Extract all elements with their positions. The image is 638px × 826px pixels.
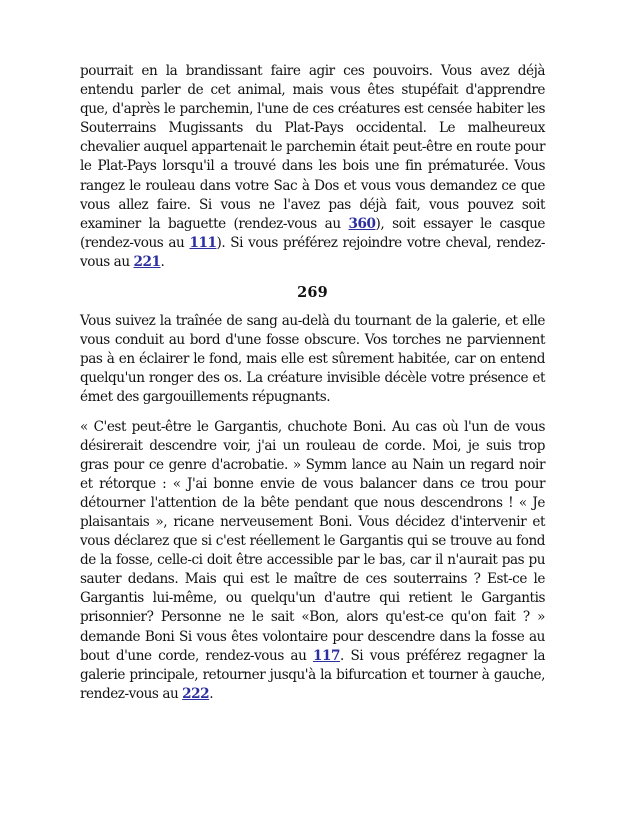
paragraph-previous-section <box>80 62 545 272</box>
section-number-heading: 269 <box>297 284 328 302</box>
paragraph-dialogue <box>80 418 545 704</box>
text-run: ). Si vous préférez rejoindre votre cheval, rendez-vous au <box>80 234 546 270</box>
text-run: « C'est peut-être le Gargantis, chuchote Boni. Au cas où l'un de vous désirerait descendre voir, j'ai un rouleau de corde. Moi, je suis trop gras pour ce genre d'acrobatie. » Symm lance au Nain un regard noir et rétorque : « J'ai bonne envie de vous balancer dans ce trou pour détourner l'attention de la bête pendant que nous descendrons ! « Je plaisantais », ricane nerveusement Boni. Vous décidez d'intervenir et vous déclarez que si c'est réellement le Gargantis qui se trouve au fond de la fosse, celle-ci doit être accessible par le bas, car il n'aurait pas pu sauter dedans. Mais qui est le maître de ces souterrains ? Est-ce le Gargantis lui-même, ou quelqu'un d'autre qui retient le Gargantis prisonnier? Personne ne le sait «Bon, alors qu'est-ce qu'on fait ? » demande Boni Si vous êtes volontaire pour descendre dans la fosse au bout d'une corde, rendez-vous au <box>80 418 545 664</box>
text-run: . <box>160 253 165 270</box>
text-run: ), soit essayer le casque (rendez-vous au <box>80 215 545 251</box>
text-run: . Si vous préférez regagner la galerie principale, retourner jusqu'à la bifurcation et tourner à gauche, rendez-vous au <box>80 647 545 702</box>
text-run: pourrait en la brandissant faire agir ces pouvoirs. Vous avez déjà entendu parler de cet animal, mais vous êtes stupéfait d'apprendre que, d'après le parchemin, l'une de ces créatures est censée habiter les Souterrains Mugissants du Plat-Pays occidental. Le malheureux chevalier auquel appartenait le parchemin était peut-être en route pour le Plat-Pays lorsqu'il a trouvé dans les bois une fin prématurée. Vous rangez le rouleau dans votre Sac à Dos et vous vous demandez ce que vous allez faire. Si vous ne l'avez pas déjà fait, vous pouvez soit examiner la baguette (rendez-vous au <box>80 63 545 232</box>
text-run: . <box>209 685 214 702</box>
section-link-117[interactable]: 117 <box>312 647 340 664</box>
paragraph-intro: Vous suivez la traînée de sang au-delà du tournant de la galerie, et elle vous conduit au bord d'une fosse obscure. Vos torches ne parviennent pas à en éclairer le fond, mais elle est sûrement habitée, car on entend quelqu'un ronger des os. La créature invisible décèle votre présence et émet des gargouillements répugnants. <box>80 313 545 406</box>
section-link-111[interactable]: 111 <box>189 234 217 251</box>
book-page <box>80 62 545 704</box>
section-link-221[interactable]: 221 <box>133 253 161 270</box>
section-link-360[interactable]: 360 <box>348 215 376 232</box>
paragraph-spacer <box>80 408 545 418</box>
section-link-222[interactable]: 222 <box>182 685 210 702</box>
